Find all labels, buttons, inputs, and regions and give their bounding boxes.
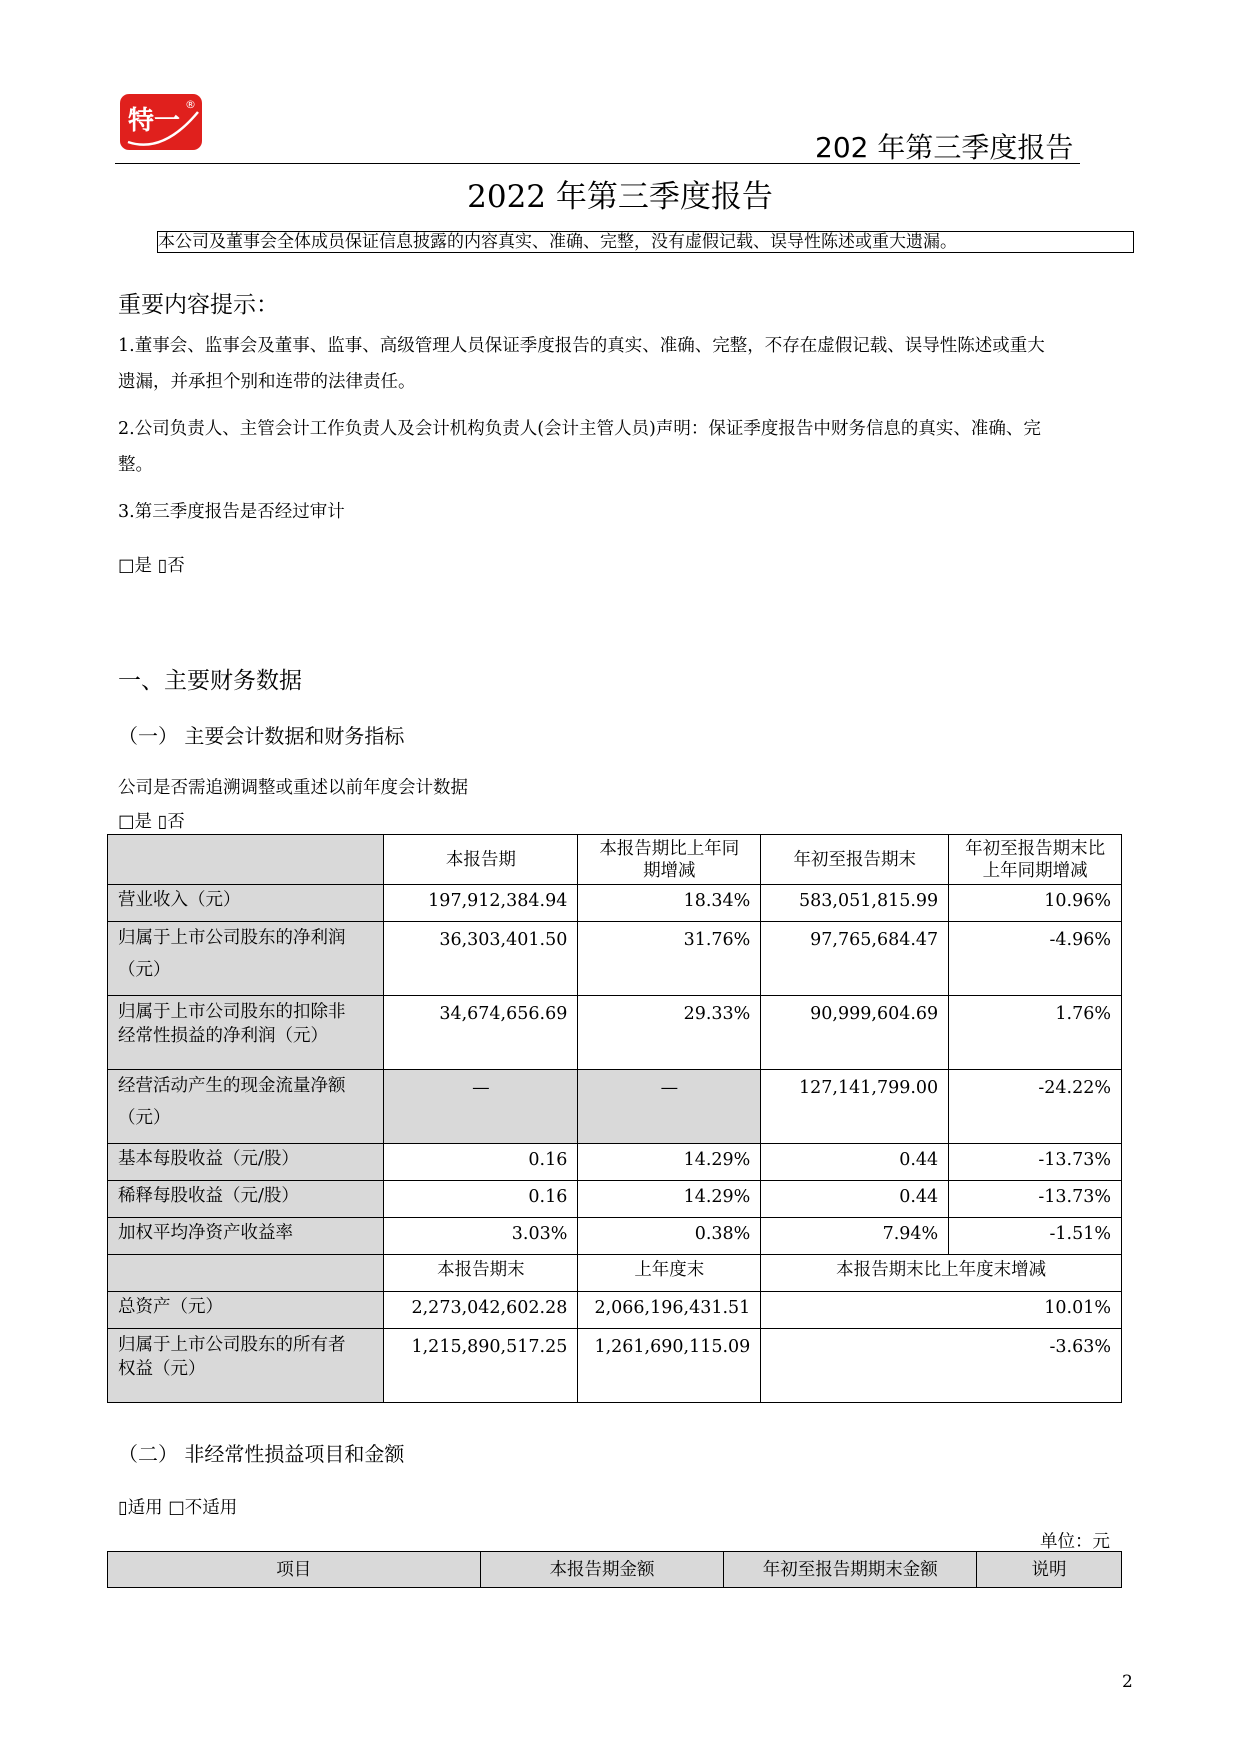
table-header-cell: 年初至报告期期末金额 [724, 1552, 977, 1588]
table-header-cell: 说明 [977, 1552, 1122, 1588]
table-cell: 14.29% [578, 1144, 761, 1181]
table-header-cell: 本报告期比上年同 期增减 [578, 835, 761, 885]
table-header-cell [108, 835, 384, 885]
applicability-choice: ▯适用 □不适用 [118, 1498, 238, 1518]
table-row [108, 1329, 1122, 1403]
table-row [108, 885, 1122, 922]
header-title: 202 年第三季度报告 [815, 131, 1074, 164]
table-cell: 1.76% [949, 996, 1122, 1070]
restatement-choice: □是 ▯否 [118, 812, 185, 832]
table-cell: -13.73% [949, 1181, 1122, 1218]
table-header-cell [108, 1255, 384, 1292]
table-header-cell: 本报告期末比上年度末增减 [761, 1255, 1122, 1292]
table-cell: -24.22% [949, 1070, 1122, 1144]
table-cell: 1,261,690,115.09 [578, 1329, 761, 1403]
table-row [108, 1218, 1122, 1255]
section1-sub1-heading: （一） 主要会计数据和财务指标 [118, 724, 405, 748]
row-label: 基本每股收益（元/股） [108, 1144, 384, 1181]
important-paragraph-1 [118, 328, 1128, 400]
table-cell: -1.51% [949, 1218, 1122, 1255]
header-divider [115, 163, 1080, 164]
table-header-cell: 本报告期末 [384, 1255, 578, 1292]
table-cell: 10.01% [761, 1292, 1122, 1329]
table-cell: 2,066,196,431.51 [578, 1292, 761, 1329]
table-cell: 0.16 [384, 1144, 578, 1181]
row-label: 加权平均净资产收益率 [108, 1218, 384, 1255]
table-cell: 197,912,384.94 [384, 885, 578, 922]
table-row [108, 922, 1122, 996]
table-cell: -13.73% [949, 1144, 1122, 1181]
row-label: 经营活动产生的现金流量净额 （元） [108, 1070, 384, 1144]
important-paragraph-3: 3.第三季度报告是否经过审计 [118, 502, 345, 522]
important-p2-line2: 整。 [118, 455, 153, 475]
important-p1-line1: 1.董事会、监事会及董事、监事、高级管理人员保证季度报告的真实、准确、完整，不存在虚假记载、误导性陈述或重大 [118, 336, 1045, 356]
table-header-cell: 项目 [108, 1552, 481, 1588]
table-cell: 18.34% [578, 885, 761, 922]
table-cell: 14.29% [578, 1181, 761, 1218]
table-cell: -3.63% [761, 1329, 1122, 1403]
table-row [108, 1070, 1122, 1144]
table-cell: — [384, 1070, 578, 1144]
table-header-cell: 年初至报告期末比 上年同期增减 [949, 835, 1122, 885]
section2-sub2-heading: （二） 非经常性损益项目和金额 [118, 1442, 405, 1466]
important-p1-line2: 遗漏，并承担个别和连带的法律责任。 [118, 372, 416, 392]
table-cell: 0.44 [761, 1181, 949, 1218]
important-paragraph-2 [118, 411, 1128, 483]
unit-label: 单位：元 [1040, 1532, 1110, 1552]
page-number: 2 [1122, 1672, 1133, 1692]
table-cell: 2,273,042,602.28 [384, 1292, 578, 1329]
table-cell: 0.44 [761, 1144, 949, 1181]
document-title: 2022 年第三季度报告 [467, 179, 773, 215]
row-label: 总资产（元） [108, 1292, 384, 1329]
logo-text: 特一 [128, 106, 181, 136]
table-header-cell: 本报告期 [384, 835, 578, 885]
section1-heading: 一、主要财务数据 [118, 668, 302, 694]
table-header-cell: 上年度末 [578, 1255, 761, 1292]
audit-choice: □是 ▯否 [118, 556, 185, 576]
board-notice-box: 本公司及董事会全体成员保证信息披露的内容真实、准确、完整，没有虚假记载、误导性陈述或重大遗漏。 [157, 231, 1134, 253]
table-row [108, 1181, 1122, 1218]
table-cell: — [578, 1070, 761, 1144]
table-cell: 31.76% [578, 922, 761, 996]
table-cell: 97,765,684.47 [761, 922, 949, 996]
table-header-cell: 年初至报告期末 [761, 835, 949, 885]
row-label: 归属于上市公司股东的所有者 权益（元） [108, 1329, 384, 1403]
nonrecurring-items-table [107, 1551, 1122, 1588]
row-label: 归属于上市公司股东的扣除非 经常性损益的净利润（元） [108, 996, 384, 1070]
table-cell: 34,674,656.69 [384, 996, 578, 1070]
row-label: 营业收入（元） [108, 885, 384, 922]
table-cell: 1,215,890,517.25 [384, 1329, 578, 1403]
table-cell: 10.96% [949, 885, 1122, 922]
table-header-row [108, 835, 1122, 885]
table-cell: 3.03% [384, 1218, 578, 1255]
company-logo [118, 92, 204, 152]
important-p2-line1: 2.公司负责人、主管会计工作负责人及会计机构负责人(会计主管人员)声明：保证季度报告中财务信息的真实、准确、完 [118, 419, 1041, 439]
table-cell: 583,051,815.99 [761, 885, 949, 922]
row-label: 稀释每股收益（元/股） [108, 1181, 384, 1218]
table-cell: 0.38% [578, 1218, 761, 1255]
table-cell: -4.96% [949, 922, 1122, 996]
restatement-question: 公司是否需追溯调整或重述以前年度会计数据 [118, 778, 468, 798]
table-subheader-row [108, 1255, 1122, 1292]
table-cell: 90,999,604.69 [761, 996, 949, 1070]
table-row [108, 996, 1122, 1070]
table-header-cell: 本报告期金额 [480, 1552, 724, 1588]
key-financial-table [107, 834, 1122, 1403]
row-label: 归属于上市公司股东的净利润 （元） [108, 922, 384, 996]
table-cell: 29.33% [578, 996, 761, 1070]
logo-registered-mark: ® [185, 98, 196, 111]
table-cell: 7.94% [761, 1218, 949, 1255]
important-heading: 重要内容提示： [118, 292, 279, 318]
table-header-row [108, 1552, 1122, 1588]
table-row [108, 1144, 1122, 1181]
table-cell: 0.16 [384, 1181, 578, 1218]
table-row [108, 1292, 1122, 1329]
table-cell: 127,141,799.00 [761, 1070, 949, 1144]
table-cell: 36,303,401.50 [384, 922, 578, 996]
